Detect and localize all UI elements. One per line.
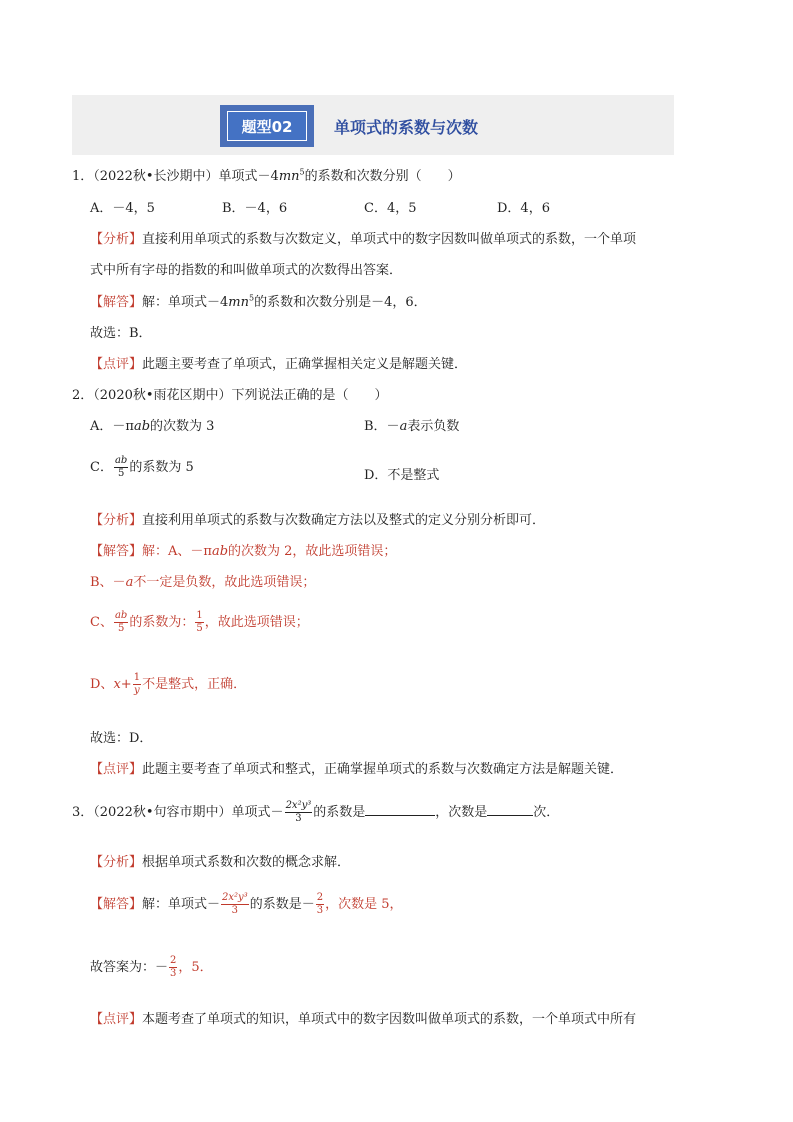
q1-analysis-cont: 式中所有字母的指数的和叫做单项式的次数得出答案． — [90, 263, 403, 278]
fraction: $\frac{2}{3}$ — [316, 892, 324, 916]
q2-comment: 【点评】此题主要考查了单项式和整式，正确掌握单项式的系数与次数确定方法是解题关键． — [90, 762, 624, 777]
q3-answer: 【解答】解：单项式－ $\frac{\text{2x²y³}}{3}$ 的系数是－ $\frac{2}{3}$ ，次数是 5， — [90, 892, 403, 916]
q3-number: 3． — [72, 805, 94, 820]
q3-comment: 【点评】本题考查了单项式的知识，单项式中的数字因数叫做单项式的系数，一个单项式中所有 — [90, 1012, 637, 1027]
q2-stem: 2．（2020秋•雨花区期中）下列说法正确的是（ ） — [72, 388, 388, 403]
q3-source: （2022秋•句容市期中） — [93, 805, 232, 820]
fraction: $\frac{2}{3}$ — [170, 955, 177, 979]
q2-option-c: C． $\frac{ab}{5}$ 的系数为 5 — [90, 455, 194, 479]
q1-answer: 【解答】解：单项式$-4mn^5$的系数和次数分别是－4，6． — [90, 293, 427, 310]
q1-choice: 故选：B． — [90, 326, 152, 341]
q1-source: （2022秋•长沙期中） — [93, 169, 219, 184]
q2-option-b: B．－a表示负数 — [364, 419, 460, 434]
degree-blank[interactable] — [487, 803, 533, 816]
q1-option-a: A．－4，5 — [90, 201, 155, 216]
fraction: $\frac{1}{y}$ — [133, 672, 141, 696]
q2-option-d: D．不是整式 — [364, 468, 440, 483]
q2-answer-b: B、－a不一定是负数，故此选项错误； — [90, 575, 316, 590]
q2-answer-d: D、x+ $\frac{1}{y}$ 不是整式，正确． — [90, 672, 247, 696]
q2-answer-a: 【解答】解：A、－πab的次数为 2，故此选项错误； — [90, 544, 397, 559]
q1-analysis: 【分析】直接利用单项式的系数与次数定义，单项式中的数字因数叫做单项式的系数，一个单项 — [90, 232, 637, 247]
q1-option-b: B．－4，6 — [222, 201, 288, 216]
q1-option-c: C．4，5 — [364, 201, 417, 216]
fraction: $\frac{ab}{5}$ — [114, 610, 128, 634]
q1-number: 1． — [72, 169, 94, 184]
q2-choice: 故选：D． — [90, 731, 153, 746]
q2-source: （2020秋•雨花区期中） — [93, 388, 232, 403]
fraction: $\frac{\text{2x²y³}}{3}$ — [222, 892, 248, 916]
fraction: $\frac{\text{2x²y³}}{3}$ — [285, 800, 312, 824]
coefficient-blank[interactable] — [365, 803, 435, 816]
q1-stem: 1．（2022秋•长沙期中）单项式$-4mn^5$的系数和次数分别（ ） — [72, 167, 461, 184]
fraction: $\frac{ab}{5}$ — [114, 455, 128, 479]
q1-comment: 【点评】此题主要考查了单项式，正确掌握相关定义是解题关键． — [90, 357, 468, 372]
q2-analysis: 【分析】直接利用单项式的系数与次数确定方法以及整式的定义分别分析即可． — [90, 513, 546, 528]
q3-final-answer: 故答案为：－ $\frac{2}{3}$ ，5． — [90, 955, 213, 979]
q3-stem: 3．（2022秋•句容市期中）单项式－ $\frac{\text{2x²y³}}{3}$ 的系数是 ，次数是 次． — [72, 800, 560, 824]
fraction: $\frac{1}{5}$ — [196, 610, 203, 634]
q1-option-d: D．4，6 — [497, 201, 550, 216]
q2-option-a: A．－πab的次数为 3 — [90, 419, 215, 434]
q2-answer-c: C、 $\frac{ab}{5}$ 的系数为： $\frac{1}{5}$ ，故此选项错误； — [90, 610, 309, 634]
q3-analysis: 【分析】根据单项式系数和次数的概念求解． — [90, 855, 351, 870]
section-title: 单项式的系数与次数 — [334, 118, 479, 137]
section-badge: 题型02 — [227, 111, 307, 141]
q2-number: 2． — [72, 388, 94, 403]
